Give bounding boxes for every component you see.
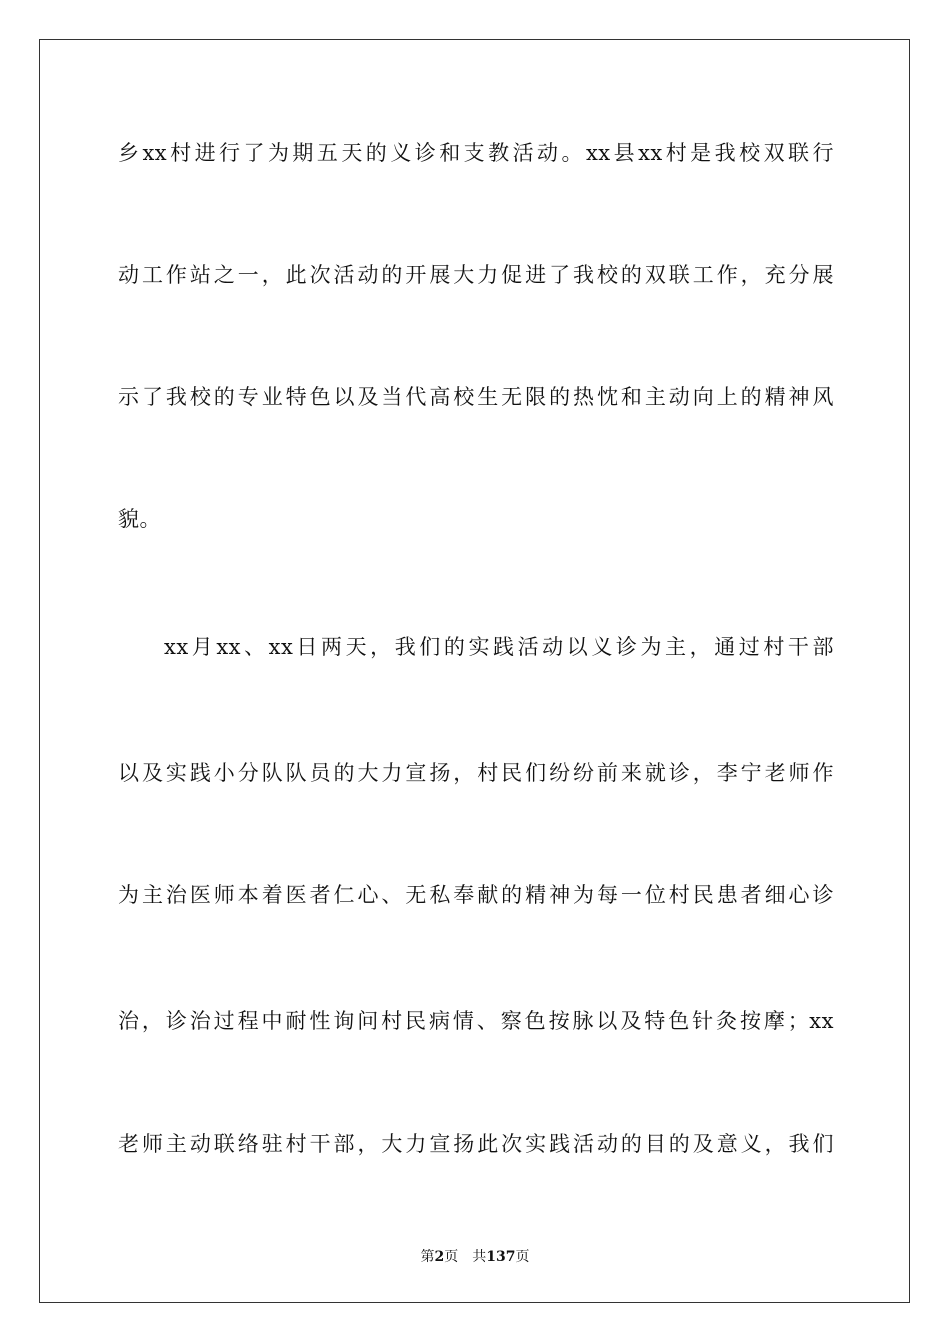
page-suffix: 页 xyxy=(444,1249,459,1265)
text-line: 乡xx村进行了为期五天的义诊和支教活动。xx县xx村是我校双联行 xyxy=(118,141,834,165)
text-line: 为主治医师本着医者仁心、无私奉献的精神为每一位村民患者细心诊 xyxy=(118,883,834,907)
page-prefix: 第 xyxy=(420,1249,435,1265)
page-border xyxy=(39,39,910,1303)
total-pages: 137 xyxy=(486,1249,516,1265)
text-line: 动工作站之一，此次活动的开展大力促进了我校的双联工作，充分展 xyxy=(118,263,834,287)
text-line: 貌。 xyxy=(118,507,161,531)
total-suffix: 页 xyxy=(515,1249,530,1265)
text-line: 以及实践小分队队员的大力宣扬，村民们纷纷前来就诊，李宁老师作 xyxy=(118,761,834,785)
page-number: 2 xyxy=(434,1249,445,1265)
text-line: 治，诊治过程中耐性询问村民病情、察色按脉以及特色针灸按摩；xx xyxy=(118,1009,834,1033)
total-prefix: 共 xyxy=(472,1249,487,1265)
text-line: xx月xx、xx日两天，我们的实践活动以义诊为主，通过村干部 xyxy=(164,635,834,659)
text-line: 老师主动联络驻村干部，大力宣扬此次实践活动的目的及意义，我们 xyxy=(118,1132,834,1156)
page-footer xyxy=(0,1248,950,1266)
text-line: 示了我校的专业特色以及当代高校生无限的热忱和主动向上的精神风 xyxy=(118,385,834,409)
